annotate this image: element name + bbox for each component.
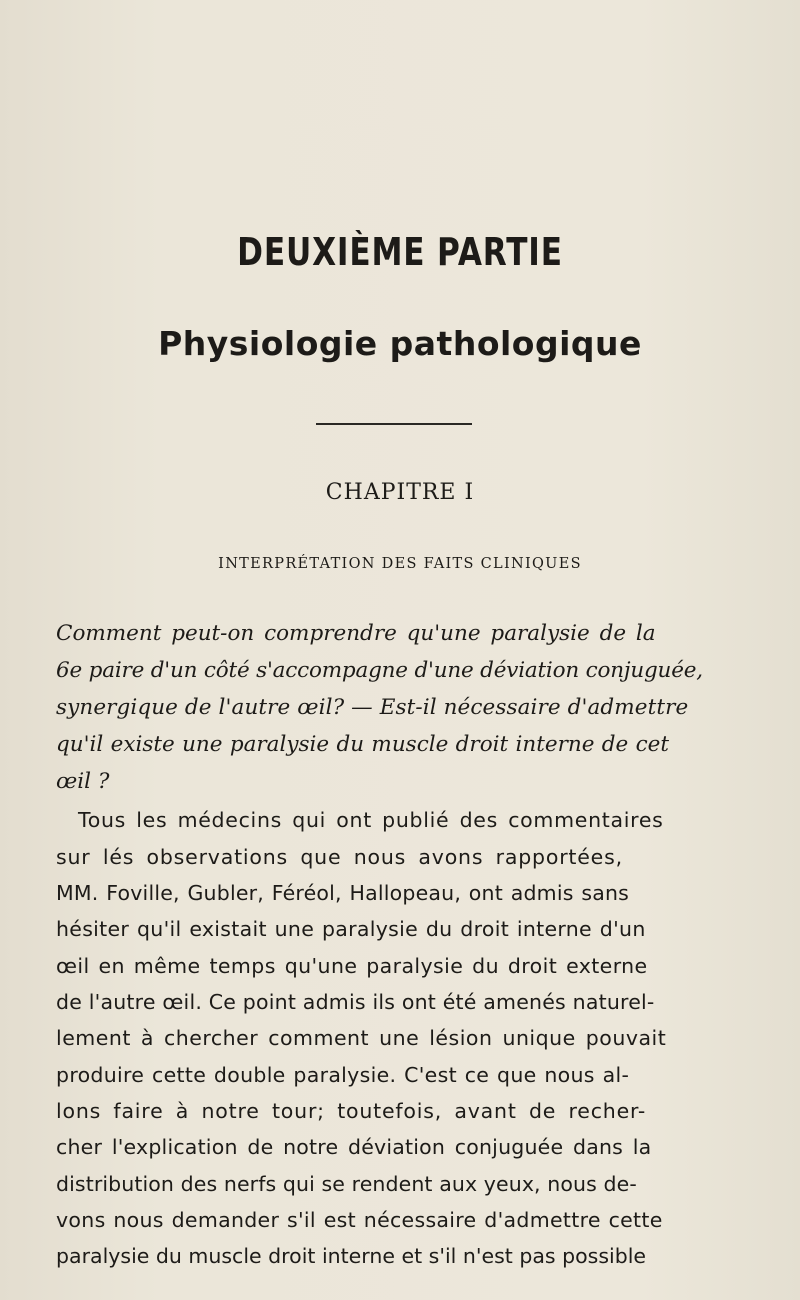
body-line: sur lés observations que nous avons rapportées, <box>56 845 623 869</box>
part-title: DEUXIÈME PARTIE <box>237 230 563 274</box>
body-line: œil en même temps qu'une paralysie du droit externe <box>56 954 648 978</box>
question-line: 6e paire d'un côté s'accompagne d'une déviation conjuguée, <box>56 658 703 683</box>
body-line: de l'autre œil. Ce point admis ils ont été amenés naturel- <box>56 990 655 1014</box>
body-line: distribution des nerfs qui se rendent aux yeux, nous de- <box>56 1172 637 1196</box>
body-line: MM. Foville, Gubler, Féréol, Hallopeau, ont admis sans <box>56 881 630 905</box>
chapter-subtitle: INTERPRÉTATION DES FAITS CLINIQUES <box>218 556 582 572</box>
body-line: paralysie du muscle droit interne et s'il n'est pas possible <box>56 1244 647 1268</box>
chapter-title: CHAPITRE I <box>325 480 475 505</box>
body-line: lement à chercher comment une lésion unique pouvait <box>56 1026 667 1050</box>
question-line: Comment peut-on comprendre qu'une paralysie de la <box>56 621 656 646</box>
body-line: Tous les médecins qui ont publié des commentaires <box>78 808 664 832</box>
body-line: lons faire à notre tour; toutefois, avant de recher- <box>56 1099 647 1123</box>
question-line: œil ? <box>56 769 110 794</box>
body-line: hésiter qu'il existait une paralysie du droit interne d'un <box>56 917 646 941</box>
subject-title: Physiologie pathologique <box>158 324 642 363</box>
title-divider <box>316 423 472 425</box>
question-line: qu'il existe une paralysie du muscle droit interne de cet <box>56 732 669 757</box>
question-line: synergique de l'autre œil? — Est-il nécessaire d'admettre <box>56 695 689 720</box>
body-line: vons nous demander s'il est nécessaire d'admettre cette <box>56 1208 663 1232</box>
body-line: cher l'explication de notre déviation conjuguée dans la <box>56 1135 652 1159</box>
body-line: produire cette double paralysie. C'est ce que nous al- <box>56 1063 630 1087</box>
